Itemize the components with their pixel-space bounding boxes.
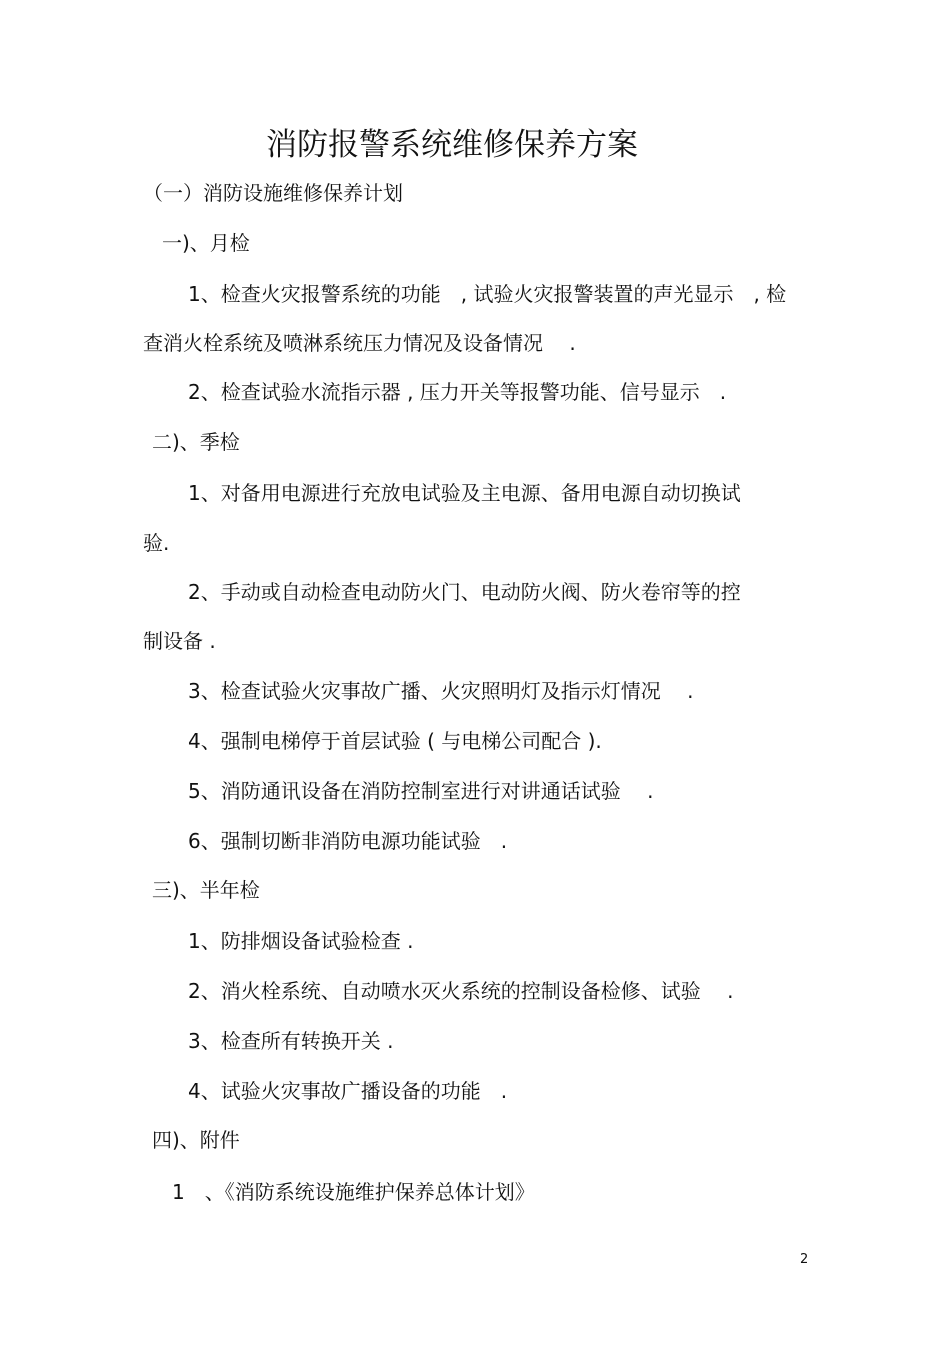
- quarterly-item-3: 3、检查试验火灾事故广播、火灾照明灯及指示灯情况 .: [188, 679, 694, 703]
- quarterly-item-6: 6、强制切断非消防电源功能试验 .: [188, 829, 508, 853]
- halfyear-item-2: 2、消火栓系统、自动喷水灭火系统的控制设备检修、试验 .: [188, 979, 734, 1003]
- attachment-heading: 四)、附件: [152, 1128, 240, 1152]
- document-title: 消防报警系统维修保养方案: [266, 127, 638, 163]
- section-heading: （一）消防设施维修保养计划: [143, 181, 403, 205]
- halfyear-item-4: 4、试验火灾事故广播设备的功能 .: [188, 1079, 508, 1103]
- quarterly-heading: 二)、季检: [152, 430, 240, 454]
- quarterly-item-2-line-2: 制设备 .: [143, 629, 216, 653]
- monthly-item-2: 2、检查试验水流指示器 , 压力开关等报警功能、信号显示 .: [188, 380, 727, 404]
- quarterly-item-1-line-1: 1、对备用电源进行充放电试验及主电源、备用电源自动切换试: [188, 481, 741, 505]
- halfyear-item-1: 1、防排烟设备试验检查 .: [188, 929, 414, 953]
- quarterly-item-5: 5、消防通讯设备在消防控制室进行对讲通话试验 .: [188, 779, 654, 803]
- attachment-item-1: 1 、《消防系统设施维护保养总体计划》: [172, 1180, 535, 1204]
- quarterly-item-4: 4、强制电梯停于首层试验 ( 与电梯公司配合 ).: [188, 729, 602, 753]
- monthly-item-1-line-1: 1、检查火灾报警系统的功能 , 试验火灾报警装置的声光显示 , 检: [188, 282, 787, 306]
- monthly-heading: 一)、月检: [162, 231, 250, 255]
- monthly-item-1-line-2: 查消火栓系统及喷淋系统压力情况及设备情况 .: [143, 331, 576, 355]
- page-number: 2: [800, 1252, 809, 1267]
- halfyear-item-3: 3、检查所有转换开关 .: [188, 1029, 394, 1053]
- quarterly-item-2-line-1: 2、手动或自动检查电动防火门、电动防火阀、防火卷帘等的控: [188, 580, 741, 604]
- quarterly-item-1-line-2: 验.: [143, 531, 170, 555]
- halfyear-heading: 三)、半年检: [152, 878, 260, 902]
